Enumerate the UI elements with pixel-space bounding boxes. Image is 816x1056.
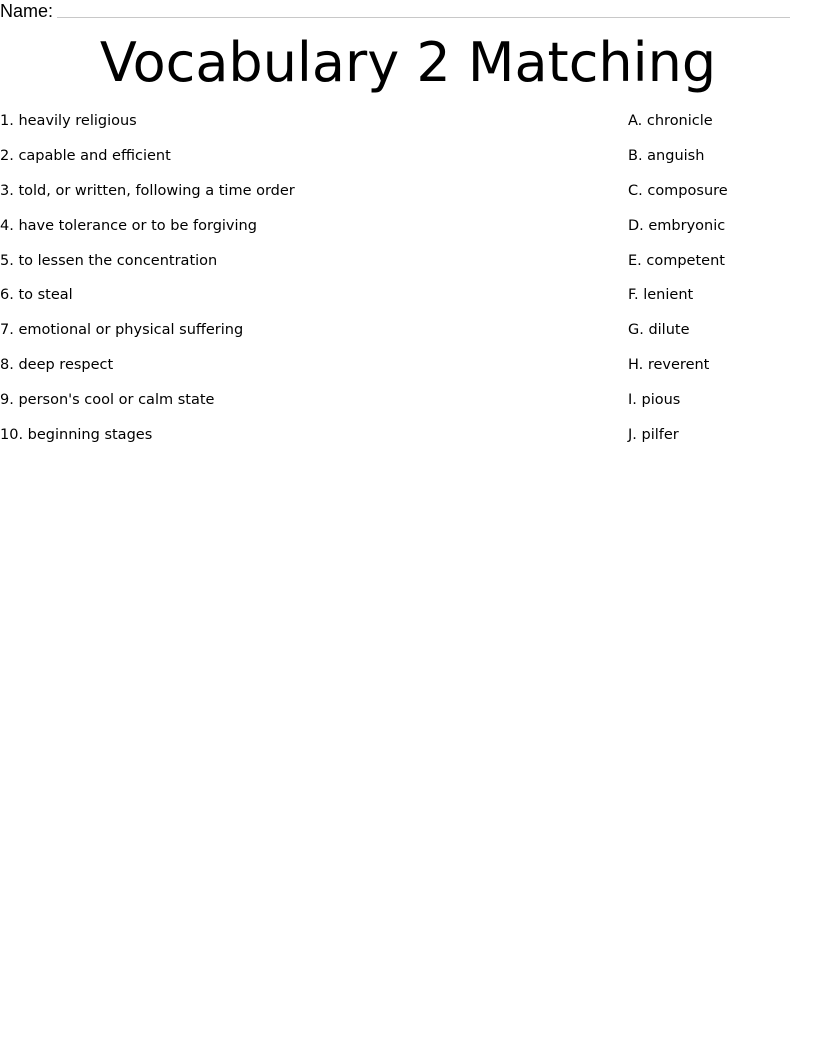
name-blank-line[interactable] bbox=[57, 17, 790, 18]
answer-item: I. pious bbox=[628, 392, 681, 409]
answer-item: F. lenient bbox=[628, 287, 694, 304]
clue-list bbox=[0, 111, 295, 460]
clue-item: 7. emotional or physical suffering bbox=[0, 322, 244, 339]
name-field-row bbox=[0, 0, 790, 20]
answer-item: J. pilfer bbox=[628, 427, 679, 444]
answer-item: H. reverent bbox=[628, 357, 710, 374]
clue-item: 4. have tolerance or to be forgiving bbox=[0, 217, 257, 234]
answer-item: B. anguish bbox=[628, 147, 705, 164]
answer-item: D. embryonic bbox=[628, 217, 726, 234]
worksheet-title: Vocabulary 2 Matching bbox=[99, 31, 717, 94]
answer-item: E. competent bbox=[628, 252, 725, 269]
answer-list bbox=[628, 111, 728, 460]
clue-item: 6. to steal bbox=[0, 287, 73, 304]
clue-item: 9. person's cool or calm state bbox=[0, 392, 215, 409]
clue-item: 3. told, or written, following a time order bbox=[0, 182, 295, 199]
clue-item: 10. beginning stages bbox=[0, 427, 153, 444]
answer-item: C. composure bbox=[628, 182, 728, 199]
clue-item: 8. deep respect bbox=[0, 357, 114, 374]
answer-item: A. chronicle bbox=[628, 113, 713, 129]
clue-item: 5. to lessen the concentration bbox=[0, 252, 218, 269]
answer-item: G. dilute bbox=[628, 322, 690, 339]
clue-item: 1. heavily religious bbox=[0, 113, 137, 129]
clue-item: 2. capable and efficient bbox=[0, 147, 171, 164]
name-label: Name: bbox=[0, 1, 54, 21]
